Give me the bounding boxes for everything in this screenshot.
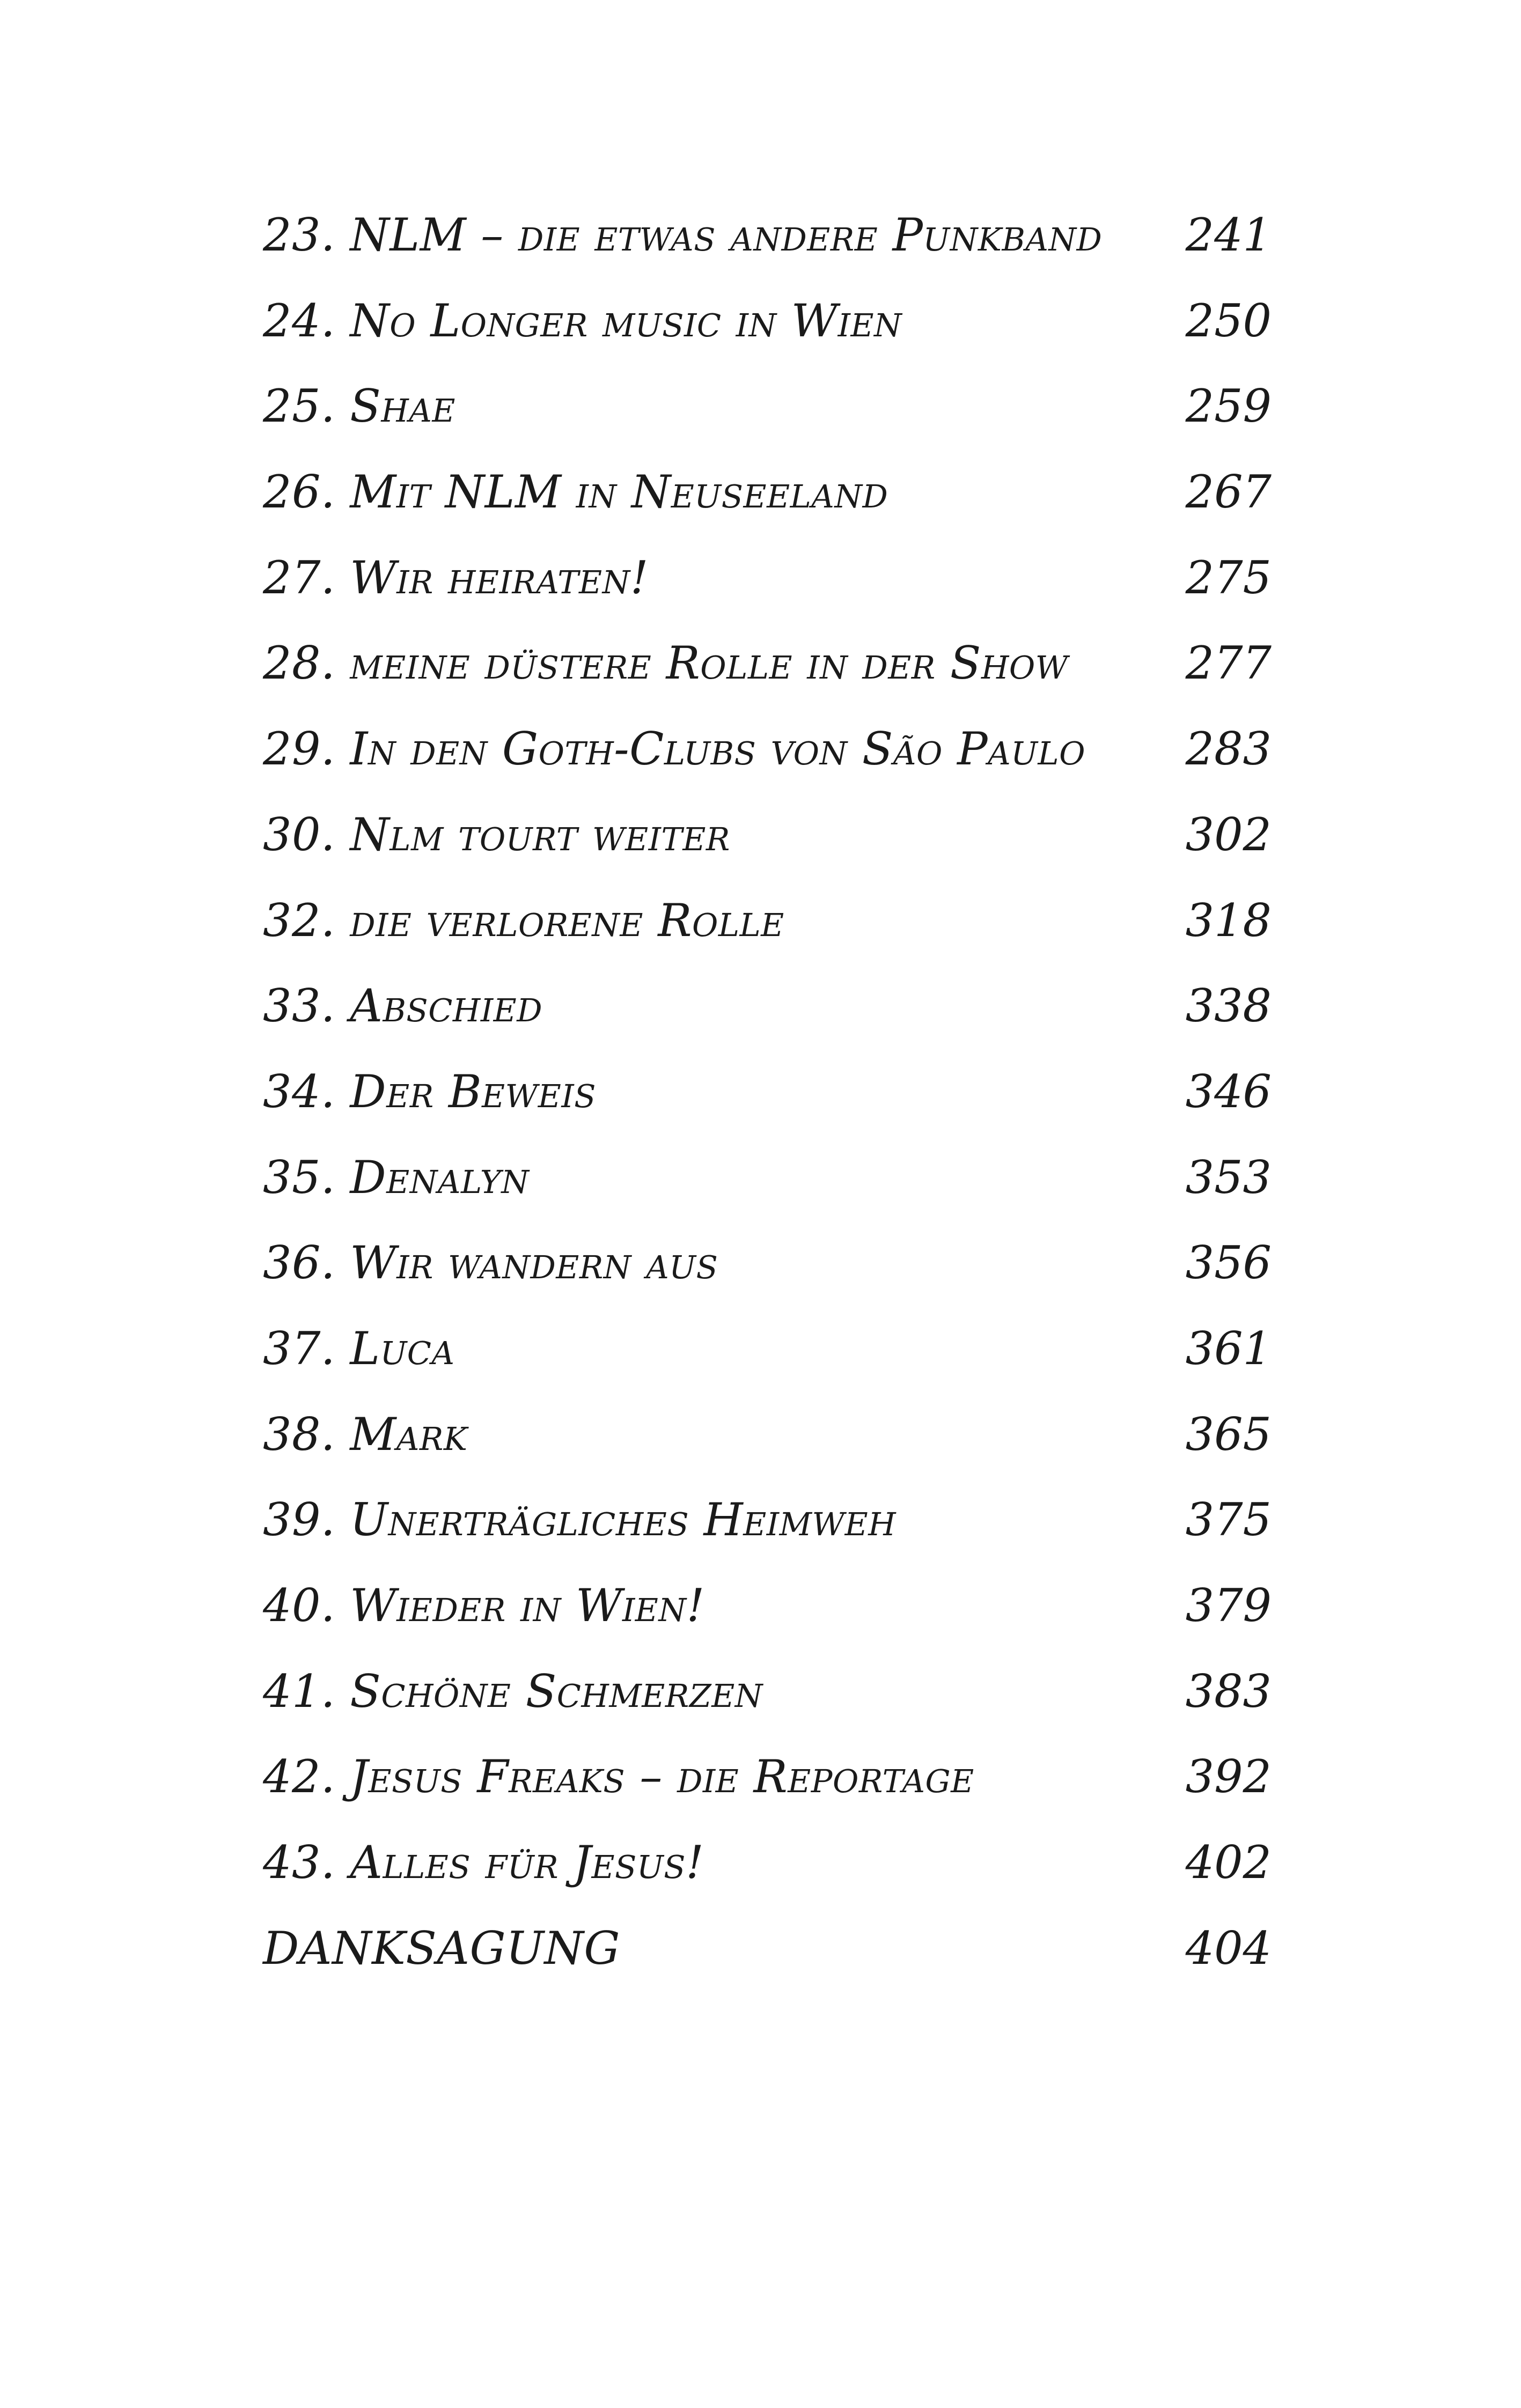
toc-entry-page: 392 bbox=[1185, 1750, 1272, 1803]
toc-entry-page: 302 bbox=[1185, 808, 1272, 861]
toc-entry-title: 42. Jesus Freaks – die Reportage bbox=[263, 1750, 974, 1803]
toc-entry bbox=[263, 380, 1272, 469]
toc-entry-title: 34. Der Beweis bbox=[263, 1065, 597, 1118]
table-of-contents bbox=[263, 209, 1272, 2011]
toc-entry-page: 275 bbox=[1185, 551, 1272, 604]
toc-entry bbox=[263, 808, 1272, 898]
toc-entry-page: 356 bbox=[1185, 1236, 1272, 1290]
toc-entry bbox=[263, 551, 1272, 641]
toc-entry bbox=[263, 1065, 1272, 1155]
toc-entry-page: 402 bbox=[1185, 1836, 1272, 1889]
toc-entry bbox=[263, 1322, 1272, 1412]
toc-entry-title: 33. Abschied bbox=[263, 980, 543, 1033]
toc-entry-page: 267 bbox=[1185, 466, 1272, 519]
toc-entry bbox=[263, 723, 1272, 812]
toc-entry-page: 379 bbox=[1185, 1579, 1272, 1632]
toc-entry bbox=[263, 894, 1272, 984]
toc-entry-title: 40. Wieder in Wien! bbox=[263, 1579, 705, 1632]
toc-entry-title: 30. Nlm tourt weiter bbox=[263, 808, 730, 861]
toc-entry-page: 338 bbox=[1185, 980, 1272, 1033]
toc-entry-title: 25. Shae bbox=[263, 380, 455, 433]
toc-entry-page: 283 bbox=[1185, 723, 1272, 776]
toc-entry-page: 277 bbox=[1185, 637, 1272, 690]
toc-entry bbox=[263, 209, 1272, 298]
toc-entry-title: 36. Wir wandern aus bbox=[263, 1236, 718, 1290]
toc-entry bbox=[263, 1665, 1272, 1755]
toc-entry bbox=[263, 980, 1272, 1069]
toc-entry-page: 318 bbox=[1185, 894, 1272, 947]
toc-entry-title: 24. No Longer music in Wien bbox=[263, 294, 902, 347]
toc-entry-title: DANKSAGUNG bbox=[263, 1921, 620, 1975]
toc-entry-page: 375 bbox=[1185, 1493, 1272, 1547]
toc-entry-title: 29. In den Goth-Clubs von São Paulo bbox=[263, 723, 1085, 776]
toc-entry-page: 241 bbox=[1185, 209, 1272, 261]
toc-entry bbox=[263, 1236, 1272, 1326]
toc-entry-page: 250 bbox=[1185, 294, 1272, 347]
toc-entry-title: 37. Luca bbox=[263, 1322, 455, 1375]
toc-entry-page: 404 bbox=[1185, 1921, 1272, 1975]
toc-entry-page: 365 bbox=[1185, 1408, 1272, 1461]
toc-entry-title: 38. Mark bbox=[263, 1408, 468, 1461]
toc-entry-title: 26. Mit NLM in Neuseeland bbox=[263, 466, 888, 519]
toc-entry-title: 43. Alles für Jesus! bbox=[263, 1836, 704, 1889]
toc-entry bbox=[263, 637, 1272, 726]
toc-entry-page: 346 bbox=[1185, 1065, 1272, 1118]
toc-entry-page: 361 bbox=[1185, 1322, 1272, 1375]
toc-entry bbox=[263, 1750, 1272, 1840]
toc-entry bbox=[263, 1579, 1272, 1669]
toc-entry bbox=[263, 294, 1272, 384]
toc-entry bbox=[263, 1151, 1272, 1241]
toc-entry-page: 383 bbox=[1185, 1665, 1272, 1718]
toc-entry bbox=[263, 1408, 1272, 1498]
toc-entry-title: 32. die verlorene Rolle bbox=[263, 894, 784, 947]
toc-entry bbox=[263, 1493, 1272, 1583]
toc-entry-title: 23. NLM – die etwas andere Punkband bbox=[263, 209, 1103, 261]
toc-entry bbox=[263, 1921, 1272, 2012]
toc-entry-title: 28. meine düstere Rolle in der Show bbox=[263, 637, 1068, 690]
toc-entry-title: 39. Unerträgliches Heimweh bbox=[263, 1493, 897, 1547]
toc-entry-title: 35. Denalyn bbox=[263, 1151, 530, 1204]
toc-entry bbox=[263, 466, 1272, 555]
toc-entry-page: 353 bbox=[1185, 1151, 1272, 1204]
toc-entry bbox=[263, 1836, 1272, 1926]
toc-entry-page: 259 bbox=[1185, 380, 1272, 433]
toc-entry-title: 27. Wir heiraten! bbox=[263, 551, 649, 604]
toc-entry-title: 41. Schöne Schmerzen bbox=[263, 1665, 763, 1718]
